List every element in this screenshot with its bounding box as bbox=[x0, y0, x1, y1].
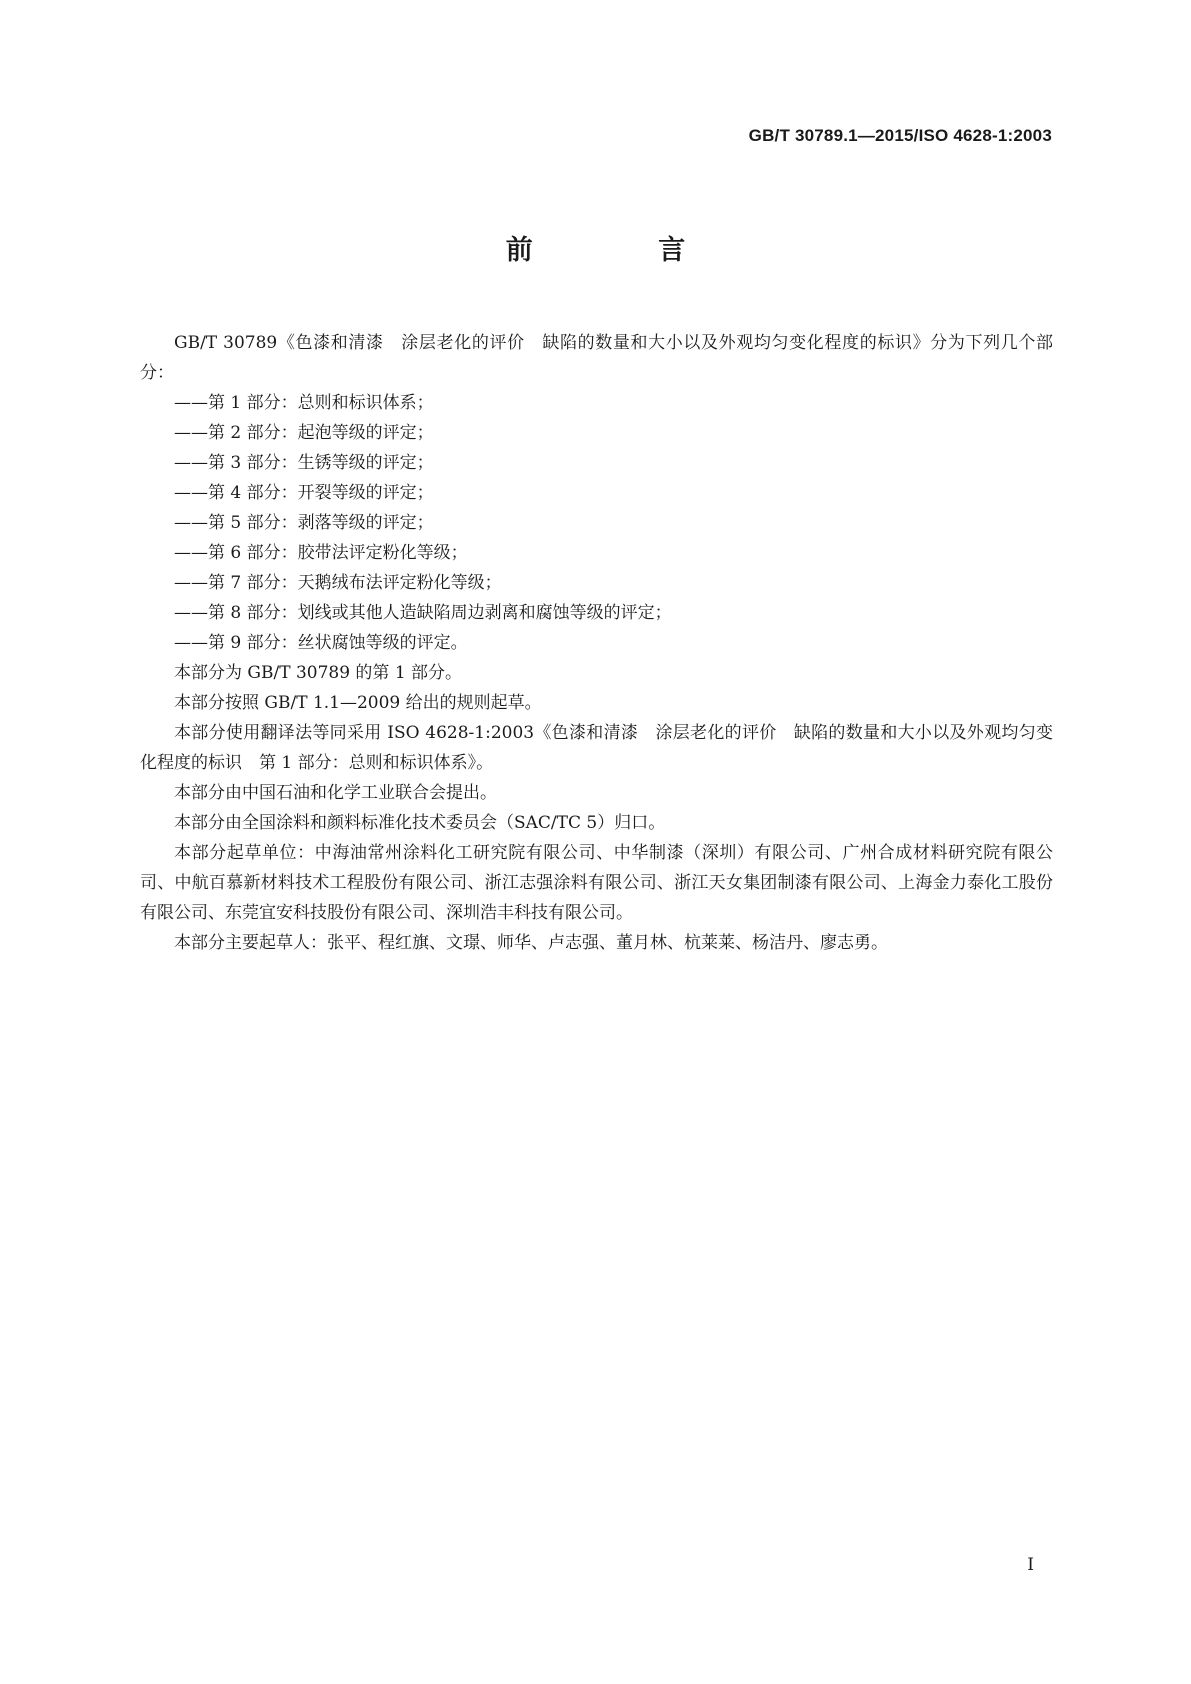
list-item: ——第 2 部分：起泡等级的评定； bbox=[174, 423, 434, 443]
list-item: ——第 9 部分：丝状腐蚀等级的评定。 bbox=[174, 633, 468, 653]
paragraph: 本部分使用翻译法等同采用 ISO 4628-1:2003《色漆和清漆 涂层老化的评价 缺陷的数量和大小以及外观均匀变化程度的标识 第 1 部分：总则和标识体系》。 bbox=[140, 723, 1053, 773]
parts-list bbox=[140, 388, 1053, 658]
list-item: ——第 6 部分：胶带法评定粉化等级； bbox=[174, 543, 468, 563]
page-number: I bbox=[1027, 1555, 1034, 1575]
page-title: 前 言 bbox=[505, 235, 744, 266]
list-item: ——第 1 部分：总则和标识体系； bbox=[174, 393, 434, 413]
paragraph: 本部分按照 GB/T 1.1—2009 给出的规则起草。 bbox=[174, 693, 542, 713]
document-body bbox=[140, 328, 1053, 958]
standard-code: GB/T 30789.1—2015/ISO 4628-1:2003 bbox=[748, 126, 1052, 145]
paragraph: 本部分为 GB/T 30789 的第 1 部分。 bbox=[174, 663, 463, 683]
paragraph: 本部分起草单位：中海油常州涂料化工研究院有限公司、中华制漆（深圳）有限公司、广州合成材料研究院有限公司、中航百慕新材料技术工程股份有限公司、浙江志强涂料有限公司、浙江天女集团制漆有限公司、上海金力泰化工股份有限公司、东莞宜安科技股份有限公司、深圳浩丰科技有限公司。 bbox=[140, 843, 1053, 923]
list-item: ——第 5 部分：剥落等级的评定； bbox=[174, 513, 434, 533]
paragraph: 本部分由全国涂料和颜料标准化技术委员会（SAC/TC 5）归口。 bbox=[174, 813, 666, 833]
list-item: ——第 7 部分：天鹅绒布法评定粉化等级； bbox=[174, 573, 502, 593]
paragraph: 本部分主要起草人：张平、程红旗、文璟、师华、卢志强、董月林、杭莱莱、杨洁丹、廖志勇。 bbox=[174, 933, 888, 953]
list-item: ——第 4 部分：开裂等级的评定； bbox=[174, 483, 434, 503]
paragraph: 本部分由中国石油和化学工业联合会提出。 bbox=[174, 783, 497, 803]
intro-paragraph: GB/T 30789《色漆和清漆 涂层老化的评价 缺陷的数量和大小以及外观均匀变化程度的标识》分为下列几个部分： bbox=[140, 333, 1053, 383]
list-item: ——第 3 部分：生锈等级的评定； bbox=[174, 453, 434, 473]
list-item: ——第 8 部分：划线或其他人造缺陷周边剥离和腐蚀等级的评定； bbox=[174, 603, 672, 623]
